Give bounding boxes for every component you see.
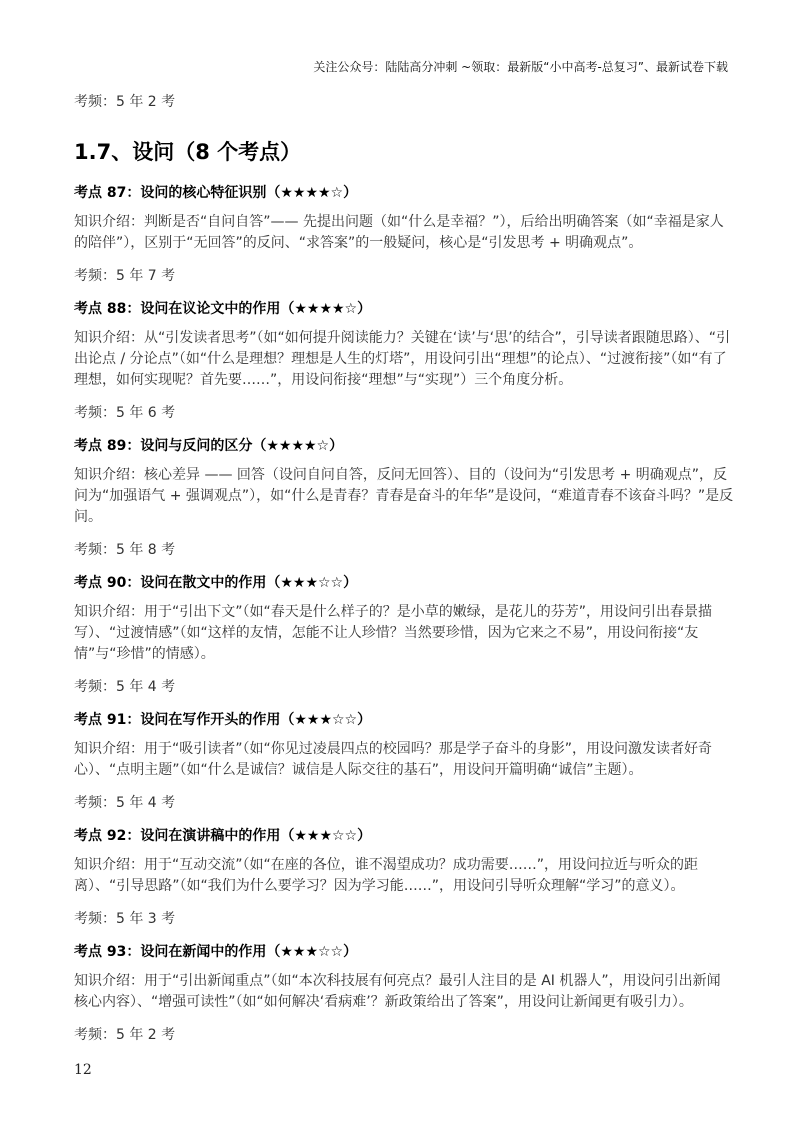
knowledge-point — [74, 299, 734, 424]
knowledge-point-description: 知识介绍：用于“引出下文”（如“春天是什么样子的？是小草的嫩绿，是花儿的芬芳”，用设问引出春景描写）、“过渡情感”（如“这样的友情，怎能不让人珍惜？当然要珍惜，因为它来之不易”，用设问衔接“友情”与“珍惜”的情感）。 — [74, 604, 713, 662]
knowledge-point — [74, 183, 734, 287]
knowledge-point — [74, 942, 734, 1046]
knowledge-point-title: 考点 87：设问的核心特征识别（★★★★☆） — [74, 185, 358, 201]
knowledge-point-frequency: 考频：5 年 2 考 — [74, 1027, 176, 1043]
knowledge-point-description: 知识介绍：核心差异 —— 回答（设问自问自答，反问无回答）、目的（设问为“引发思考 + 明确观点”，反问为“加强语气 + 强调观点”），如“什么是青春？青春是奋斗的年华”是设问，“难道青春不该奋斗吗？”是反问。 — [74, 467, 734, 525]
knowledge-point-frequency: 考频：5 年 4 考 — [74, 679, 176, 695]
knowledge-point-title: 考点 93：设问在新闻中的作用（★★★☆☆） — [74, 944, 358, 960]
knowledge-point-description: 知识介绍：判断是否“自问自答”—— 先提出问题（如“什么是幸福？”），后给出明确答案（如“幸福是家人的陪伴”），区别于“无回答”的反问、“求答案”的一般疑问，核心是“引发思考 + 明确观点”。 — [74, 214, 724, 251]
knowledge-point-title: 考点 90：设问在散文中的作用（★★★☆☆） — [74, 575, 358, 591]
knowledge-point-title: 考点 92：设问在演讲稿中的作用（★★★☆☆） — [74, 828, 372, 844]
page-number: 12 — [74, 1062, 92, 1078]
knowledge-point — [74, 826, 734, 930]
knowledge-point-description: 知识介绍：从“引发读者思考”（如“如何提升阅读能力？关键在‘读’与‘思’的结合”，引导读者跟随思路）、“引出论点 / 分论点”（如“什么是理想？理想是人生的灯塔”，用设问引出“理想”的论点）、“过渡衔接”（如“有了理想，如何实现呢？首先要……”，用设问衔接“理想”与“实现”）三个角度分析。 — [74, 330, 731, 388]
knowledge-point-frequency: 考频：5 年 3 考 — [74, 911, 176, 927]
knowledge-point-title: 考点 91：设问在写作开头的作用（★★★☆☆） — [74, 712, 372, 728]
knowledge-point-description: 知识介绍：用于“吸引读者”（如“你见过凌晨四点的校园吗？那是学子奋斗的身影”，用设问激发读者好奇心）、“点明主题”（如“什么是诚信？诚信是人际交往的基石”，用设问开篇明确“诚信”主题）。 — [74, 741, 713, 778]
section-title: 1.7、设问（8 个考点） — [74, 140, 302, 164]
knowledge-point-frequency: 考频：5 年 8 考 — [74, 542, 176, 558]
knowledge-point-frequency: 考频：5 年 4 考 — [74, 795, 176, 811]
knowledge-point — [74, 710, 734, 814]
knowledge-point — [74, 436, 734, 561]
knowledge-point-description: 知识介绍：用于“互动交流”（如“在座的各位，谁不渴望成功？成功需要……”，用设问拉近与听众的距离）、“引导思路”（如“我们为什么要学习？因为学习能……”，用设问引导听众理解“学习”的意义）。 — [74, 857, 699, 894]
previous-point-frequency: 考频：5 年 2 考 — [74, 94, 176, 110]
knowledge-point — [74, 573, 734, 698]
knowledge-point-title: 考点 89：设问与反问的区分（★★★★☆） — [74, 438, 344, 454]
knowledge-point-frequency: 考频：5 年 7 考 — [74, 268, 176, 284]
knowledge-point-description: 知识介绍：用于“引出新闻重点”（如“本次科技展有何亮点？最引人注目的是 AI 机器人”，用设问引出新闻核心内容）、“增强可读性”（如“如何解决‘看病难’？新政策给出了答案”，用设问让新闻更有吸引力）。 — [74, 973, 721, 1010]
header-note: 关注公众号：陆陆高分冲刺 ~领取：最新版“小中高考-总复习”、最新试卷下载 — [313, 60, 728, 74]
knowledge-point-title: 考点 88：设问在议论文中的作用（★★★★☆） — [74, 301, 372, 317]
knowledge-point-frequency: 考频：5 年 6 考 — [74, 405, 176, 421]
page-content — [74, 92, 734, 1058]
